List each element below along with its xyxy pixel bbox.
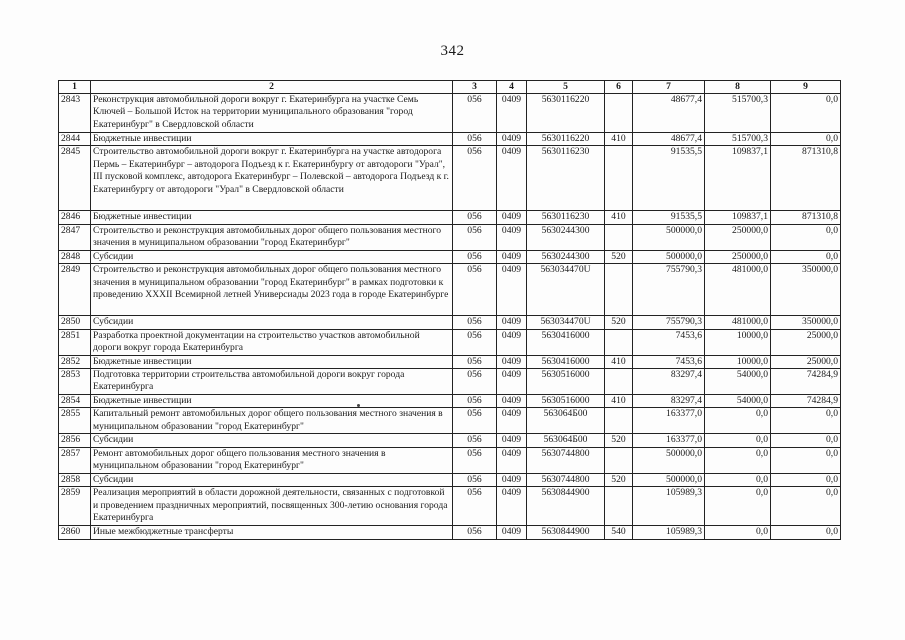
row-code-4: 0409 <box>497 395 527 408</box>
row-value-8: 0,0 <box>705 434 771 447</box>
table-row <box>59 434 841 447</box>
row-name: Бюджетные инвестиции <box>91 395 453 408</box>
row-value-8: 515700,3 <box>705 94 771 133</box>
row-code-3: 056 <box>453 369 497 395</box>
row-number: 2848 <box>59 250 91 263</box>
row-value-9: 0,0 <box>771 434 841 447</box>
row-value-7: 48677,4 <box>633 133 705 146</box>
row-code-3: 056 <box>453 408 497 434</box>
row-code-5: 5630744800 <box>527 473 605 486</box>
table-row <box>59 355 841 368</box>
row-value-9: 74284,9 <box>771 395 841 408</box>
row-code-5: 5630844900 <box>527 487 605 526</box>
row-number: 2846 <box>59 211 91 224</box>
row-code-3: 056 <box>453 250 497 263</box>
table-row <box>59 224 841 250</box>
row-number: 2851 <box>59 329 91 355</box>
row-value-7: 500000,0 <box>633 447 705 473</box>
row-value-9: 0,0 <box>771 94 841 133</box>
row-number: 2843 <box>59 94 91 133</box>
row-number: 2856 <box>59 434 91 447</box>
table-row <box>59 264 841 316</box>
row-value-7: 7453,6 <box>633 329 705 355</box>
row-value-7: 83297,4 <box>633 395 705 408</box>
row-code-6 <box>605 408 633 434</box>
row-name: Субсидии <box>91 250 453 263</box>
row-code-6 <box>605 224 633 250</box>
row-value-8: 10000,0 <box>705 329 771 355</box>
row-code-3: 056 <box>453 133 497 146</box>
row-code-3: 056 <box>453 211 497 224</box>
row-value-9: 350000,0 <box>771 316 841 329</box>
row-value-8: 10000,0 <box>705 355 771 368</box>
row-code-6 <box>605 369 633 395</box>
row-number: 2850 <box>59 316 91 329</box>
table-body <box>59 94 841 540</box>
row-code-5: 5630116230 <box>527 211 605 224</box>
row-value-7: 163377,0 <box>633 408 705 434</box>
row-value-9: 25000,0 <box>771 329 841 355</box>
row-name: Строительство и реконструкция автомобильных дорог общего пользования местного значения в муниципальном образовании "город Екатеринбург" в рамках подготовки к проведению XXXII Всемирной летней Универсиады 2023 года в городе Екатеринбурге <box>91 264 453 316</box>
row-code-4: 0409 <box>497 526 527 539</box>
row-code-4: 0409 <box>497 94 527 133</box>
column-header: 4 <box>497 81 527 94</box>
column-header: 3 <box>453 81 497 94</box>
row-value-9: 0,0 <box>771 447 841 473</box>
row-value-7: 755790,3 <box>633 264 705 316</box>
row-code-6: 520 <box>605 250 633 263</box>
row-code-6 <box>605 447 633 473</box>
table-row <box>59 211 841 224</box>
row-value-8: 0,0 <box>705 473 771 486</box>
row-value-8: 515700,3 <box>705 133 771 146</box>
table-row <box>59 487 841 526</box>
row-code-4: 0409 <box>497 316 527 329</box>
row-code-3: 056 <box>453 329 497 355</box>
row-code-6: 520 <box>605 434 633 447</box>
row-code-3: 056 <box>453 447 497 473</box>
table-row <box>59 526 841 539</box>
row-code-6: 410 <box>605 133 633 146</box>
row-value-8: 250000,0 <box>705 250 771 263</box>
row-value-8: 0,0 <box>705 408 771 434</box>
row-number: 2860 <box>59 526 91 539</box>
row-name: Субсидии <box>91 434 453 447</box>
column-header: 8 <box>705 81 771 94</box>
table-row <box>59 250 841 263</box>
row-value-8: 109837,1 <box>705 146 771 211</box>
row-value-7: 7453,6 <box>633 355 705 368</box>
column-header: 6 <box>605 81 633 94</box>
row-number: 2845 <box>59 146 91 211</box>
row-value-8: 0,0 <box>705 526 771 539</box>
row-code-5: 563064Б00 <box>527 434 605 447</box>
row-value-9: 871310,8 <box>771 211 841 224</box>
row-number: 2855 <box>59 408 91 434</box>
row-value-7: 500000,0 <box>633 250 705 263</box>
row-number: 2852 <box>59 355 91 368</box>
row-value-8: 250000,0 <box>705 224 771 250</box>
row-value-8: 54000,0 <box>705 369 771 395</box>
table-row <box>59 316 841 329</box>
row-code-4: 0409 <box>497 447 527 473</box>
row-code-4: 0409 <box>497 146 527 211</box>
row-code-5: 5630244300 <box>527 250 605 263</box>
row-code-6: 540 <box>605 526 633 539</box>
scan-speck <box>357 404 360 407</box>
row-code-4: 0409 <box>497 224 527 250</box>
row-name: Строительство автомобильной дороги вокруг г. Екатеринбурга на участке автодорога Пермь – Екатеринбург – автодорога Подъезд к г. Екатеринбургу от автодороги "Урал", III пусковой комплекс, автодорога Екатеринбург – Полевской – автодорога Подъезд к г. Екатеринбургу от автодороги "Урал" в Свердловской области <box>91 146 453 211</box>
row-number: 2847 <box>59 224 91 250</box>
row-code-5: 5630844900 <box>527 526 605 539</box>
row-name: Иные межбюджетные трансферты <box>91 526 453 539</box>
row-value-7: 500000,0 <box>633 473 705 486</box>
row-code-6: 410 <box>605 355 633 368</box>
row-number: 2849 <box>59 264 91 316</box>
row-name: Бюджетные инвестиции <box>91 355 453 368</box>
row-number: 2857 <box>59 447 91 473</box>
row-value-7: 83297,4 <box>633 369 705 395</box>
row-value-9: 0,0 <box>771 526 841 539</box>
row-value-9: 0,0 <box>771 408 841 434</box>
row-value-9: 25000,0 <box>771 355 841 368</box>
table-row <box>59 395 841 408</box>
table-row <box>59 369 841 395</box>
row-value-9: 0,0 <box>771 487 841 526</box>
row-value-9: 0,0 <box>771 224 841 250</box>
row-code-3: 056 <box>453 355 497 368</box>
table-row <box>59 146 841 211</box>
row-code-4: 0409 <box>497 133 527 146</box>
row-code-5: 563034470U <box>527 316 605 329</box>
row-code-3: 056 <box>453 316 497 329</box>
table-row <box>59 447 841 473</box>
row-value-9: 871310,8 <box>771 146 841 211</box>
row-code-6 <box>605 146 633 211</box>
row-code-3: 056 <box>453 224 497 250</box>
row-code-6 <box>605 94 633 133</box>
row-value-9: 350000,0 <box>771 264 841 316</box>
row-number: 2854 <box>59 395 91 408</box>
page-number: 342 <box>440 43 465 59</box>
column-header: 9 <box>771 81 841 94</box>
row-code-3: 056 <box>453 146 497 211</box>
row-code-6: 410 <box>605 211 633 224</box>
row-value-8: 0,0 <box>705 447 771 473</box>
column-header: 7 <box>633 81 705 94</box>
row-value-8: 481000,0 <box>705 316 771 329</box>
row-value-8: 109837,1 <box>705 211 771 224</box>
row-name: Субсидии <box>91 316 453 329</box>
row-code-3: 056 <box>453 434 497 447</box>
row-value-8: 481000,0 <box>705 264 771 316</box>
row-name: Разработка проектной документации на строительство участков автомобильной дороги вокруг города Екатеринбурга <box>91 329 453 355</box>
table-row <box>59 133 841 146</box>
row-value-7: 48677,4 <box>633 94 705 133</box>
table-row <box>59 408 841 434</box>
row-name: Ремонт автомобильных дорог общего пользования местного значения в муниципальном образовании "город Екатеринбург" <box>91 447 453 473</box>
row-code-4: 0409 <box>497 355 527 368</box>
column-header: 1 <box>59 81 91 94</box>
row-value-7: 755790,3 <box>633 316 705 329</box>
row-code-3: 056 <box>453 395 497 408</box>
row-number: 2844 <box>59 133 91 146</box>
row-value-9: 0,0 <box>771 250 841 263</box>
row-code-5: 5630416000 <box>527 355 605 368</box>
row-code-6: 520 <box>605 316 633 329</box>
row-code-5: 5630116220 <box>527 133 605 146</box>
row-code-3: 056 <box>453 264 497 316</box>
row-code-4: 0409 <box>497 487 527 526</box>
row-name: Субсидии <box>91 473 453 486</box>
row-name: Подготовка территории строительства автомобильной дороги вокруг города Екатеринбурга <box>91 369 453 395</box>
row-value-7: 105989,3 <box>633 487 705 526</box>
row-code-6 <box>605 487 633 526</box>
row-name: Строительство и реконструкция автомобильных дорог общего пользования местного значения в муниципальном образовании "город Екатеринбург" <box>91 224 453 250</box>
row-name: Капитальный ремонт автомобильных дорог общего пользования местного значения в муниципальном образовании "город Екатеринбург" <box>91 408 453 434</box>
row-code-4: 0409 <box>497 211 527 224</box>
row-code-5: 5630416000 <box>527 329 605 355</box>
row-code-3: 056 <box>453 94 497 133</box>
table-row <box>59 329 841 355</box>
row-name: Реконструкция автомобильной дороги вокруг г. Екатеринбурга на участке Семь Ключей – Большой Исток на территории муниципального образования "город Екатеринбург" в Свердловской области <box>91 94 453 133</box>
row-code-6 <box>605 264 633 316</box>
row-code-5: 5630116220 <box>527 94 605 133</box>
table-row <box>59 473 841 486</box>
row-value-7: 163377,0 <box>633 434 705 447</box>
row-code-6 <box>605 329 633 355</box>
row-code-5: 5630116230 <box>527 146 605 211</box>
column-header: 2 <box>91 81 453 94</box>
row-code-5: 5630244300 <box>527 224 605 250</box>
row-code-6: 410 <box>605 395 633 408</box>
row-code-5: 5630516000 <box>527 369 605 395</box>
row-value-7: 500000,0 <box>633 224 705 250</box>
row-code-5: 563034470U <box>527 264 605 316</box>
row-value-7: 105989,3 <box>633 526 705 539</box>
row-name: Бюджетные инвестиции <box>91 133 453 146</box>
row-value-8: 0,0 <box>705 487 771 526</box>
column-header: 5 <box>527 81 605 94</box>
budget-table <box>58 80 841 540</box>
row-code-4: 0409 <box>497 369 527 395</box>
row-value-8: 54000,0 <box>705 395 771 408</box>
row-name: Реализация мероприятий в области дорожной деятельности, связанных с подготовкой и проведением праздничных мероприятий, посвященных 300-летию основания города Екатеринбурга <box>91 487 453 526</box>
header-row <box>59 81 841 94</box>
row-code-5: 563064Б00 <box>527 408 605 434</box>
row-code-5: 5630516000 <box>527 395 605 408</box>
row-value-9: 74284,9 <box>771 369 841 395</box>
row-number: 2859 <box>59 487 91 526</box>
row-number: 2858 <box>59 473 91 486</box>
row-value-9: 0,0 <box>771 133 841 146</box>
row-value-9: 0,0 <box>771 473 841 486</box>
row-code-4: 0409 <box>497 250 527 263</box>
row-code-5: 5630744800 <box>527 447 605 473</box>
row-code-4: 0409 <box>497 329 527 355</box>
row-name: Бюджетные инвестиции <box>91 211 453 224</box>
row-code-6: 520 <box>605 473 633 486</box>
row-code-3: 056 <box>453 473 497 486</box>
row-value-7: 91535,5 <box>633 146 705 211</box>
row-code-4: 0409 <box>497 264 527 316</box>
row-code-4: 0409 <box>497 434 527 447</box>
table-row <box>59 94 841 133</box>
row-number: 2853 <box>59 369 91 395</box>
row-code-4: 0409 <box>497 473 527 486</box>
row-value-7: 91535,5 <box>633 211 705 224</box>
row-code-4: 0409 <box>497 408 527 434</box>
row-code-3: 056 <box>453 526 497 539</box>
row-code-3: 056 <box>453 487 497 526</box>
